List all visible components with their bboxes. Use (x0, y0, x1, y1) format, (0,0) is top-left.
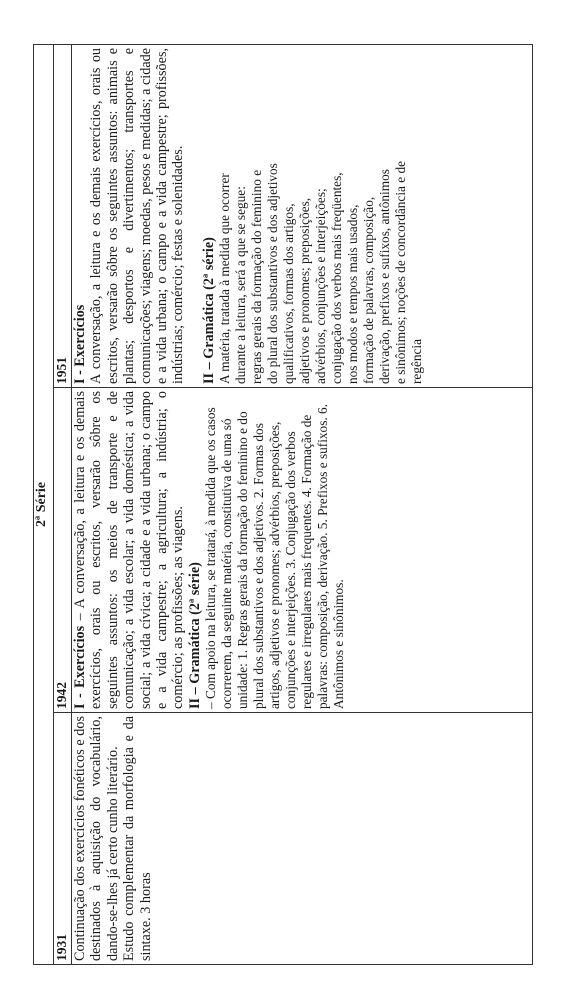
gramatica-1951-heading: II – Gramática (2ª série) (200, 237, 217, 384)
cell-1951 (72, 44, 533, 387)
cell-1942 (72, 388, 533, 713)
table-title: 2ª Série (34, 44, 54, 964)
exercicios-1942-heading: I - Exercícios (72, 625, 88, 709)
gramatica-1951-line: durante a leitura, será a que se segue: (233, 186, 249, 384)
gramatica-1951-text (217, 48, 425, 384)
gramatica-1951-line: nos modos e tempos mais usados, (345, 204, 361, 384)
gramatica-1942-text: – Com apoio na leitura, se tratará, à medida que os casos ocorrerem, da seguinte matéria, constitutiva de uma só unidade: 1. Regras gerais da formação do feminino e do plural dos substantivos e dos adjetivos. 2. Formas dos artigos, adjetivos e pronomes; advérbios, preposições, conjunções e interjeições. 3. Conjugação dos verbos regulares e irregulares mais frequentes. 4. Formação de palavras: composição, derivação. 5. Prefixos e sufixos. 6. Antônimos e sinônimos. (203, 403, 347, 709)
exercicios-1951-heading: I - Exercícios (72, 304, 88, 384)
gramatica-1951-line: regras gerais da formação do feminino e (249, 169, 265, 384)
cell-1931 (72, 713, 533, 965)
year-header-1931: 1931 (54, 713, 72, 965)
exercicios-1942-text: – A conversação, a leitura e os demais exercícios, orais ou escritos, versarão sôbre os seguintes assuntos: os meios de transporte e de comunicação; a vida escolar; a vida doméstica; a vida social; a vida cívica; a cidade e a vida urbana; o campo e a vida campestre; a agricultura; a indústria; o comércio; as profissões; as viagens. (72, 390, 187, 709)
gramatica-1951-line: formação de palavras, composição, (361, 196, 377, 384)
gramatica-1951-line: advérbios, conjunções e interjeições; (313, 188, 329, 384)
curriculum-table (33, 44, 533, 965)
gramatica-1951-line: regência (409, 338, 425, 384)
gramatica-1951-line: derivação, prefixos e sufixos, antônimos (377, 169, 393, 384)
exercicios-1951-text: A conversação, a leitura e os demais exercícios, orais ou escritos, versarão sôbre os seguintes assuntos: animais e plantas; desportos e divertimentos; transportes e comunicações; viagens; moedas, pesos e medidas; a cidade e a vida urbana; o campo e a vida campestre; profissões, indústrias; comércio; festas e solenidades. (88, 47, 187, 384)
exercicios-1942 (72, 391, 187, 709)
gramatica-1951-line: e sinônimos; noções de concordância e de (393, 160, 409, 384)
gramatica-1951-line: qualificativos, formas dos artigos, (281, 203, 297, 384)
gramatica-1942-heading: II – Gramática (2ª série) (186, 562, 203, 709)
paragraph-1931-estudo: Estudo complementar da morfologia e da sintaxe. 3 horas (121, 716, 154, 961)
gramatica-1951-line: adjetivos e pronomes; preposições, (297, 197, 313, 384)
year-header-1942: 1942 (54, 388, 72, 713)
rotated-table-sheet (33, 45, 533, 965)
paragraph-1931-continuacao: Continuação dos exercícios fonéticos e dos destinados à aquisição do vocabulário, dando-se-lhes já certo cunho literário. (72, 716, 121, 961)
gramatica-1951-line: A matéria, tratada à medida que ocorrer (217, 173, 233, 384)
year-header-1951: 1951 (54, 44, 72, 387)
gramatica-1951-line: conjugação dos verbos mais freqüentes, (329, 172, 345, 384)
gramatica-1951-line: do plural dos substantivos e dos adjetivos (265, 163, 281, 384)
